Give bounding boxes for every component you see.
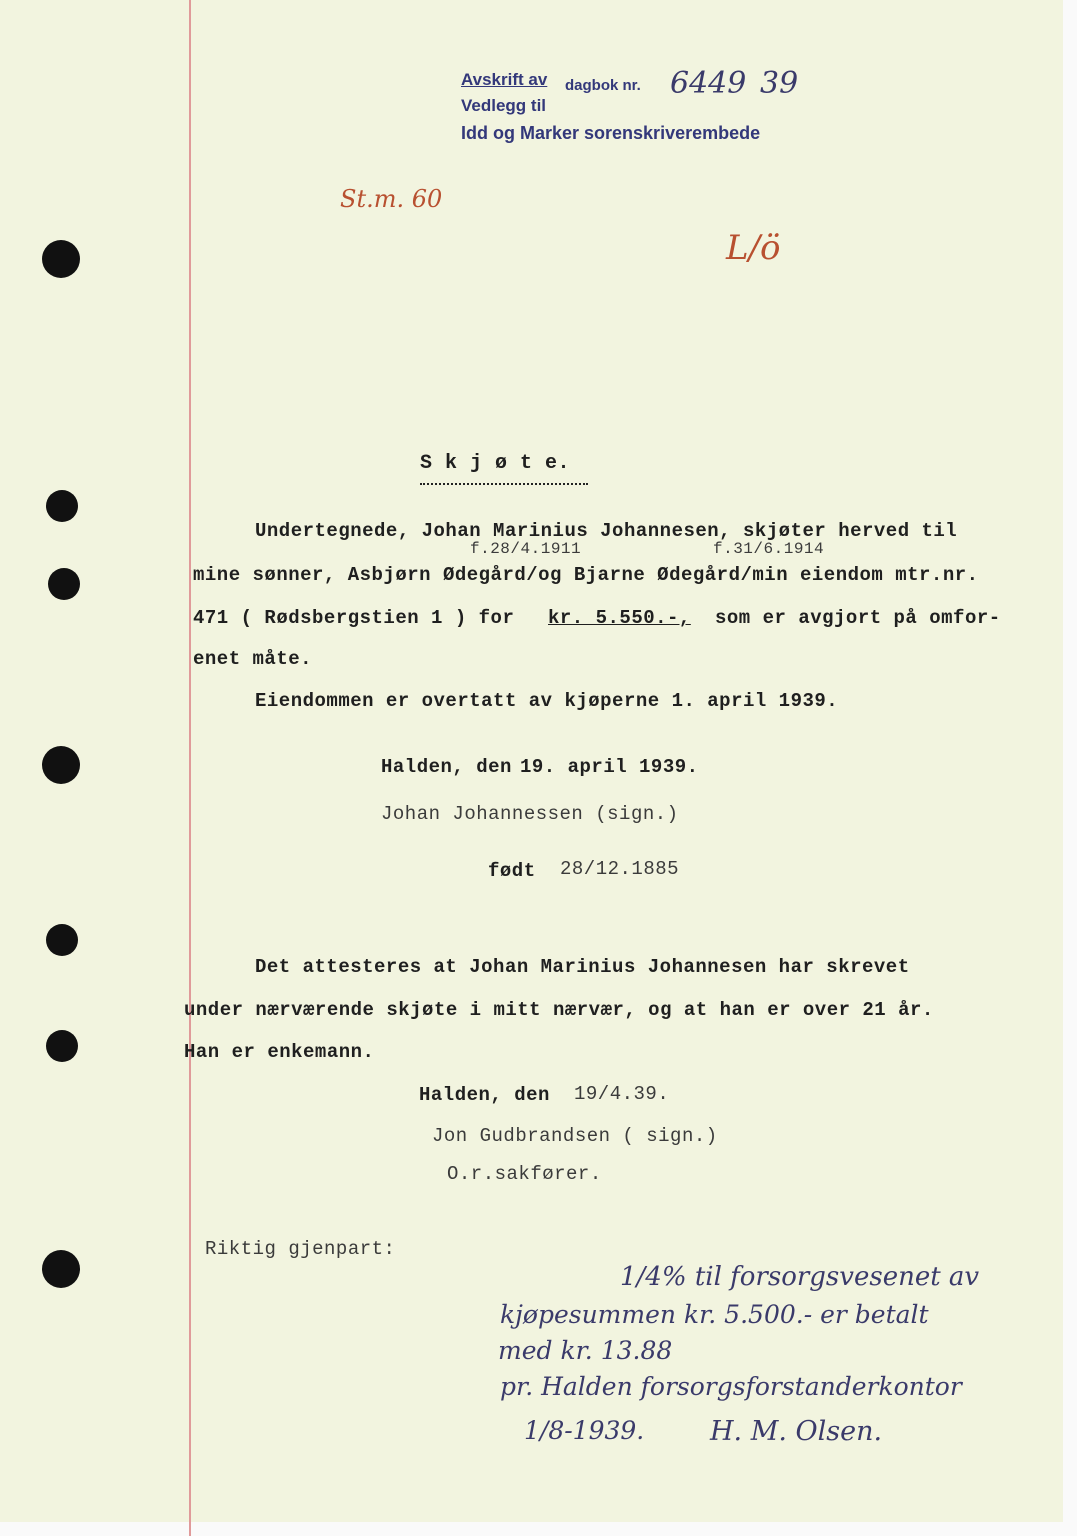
place-date-2b: 19/4.39. bbox=[574, 1083, 670, 1105]
punch-hole-2 bbox=[46, 490, 78, 522]
stamp-number: 6449 bbox=[670, 66, 747, 101]
place-date-2a: Halden, den bbox=[419, 1084, 550, 1106]
body-line-1: Undertegnede, Johan Marinius Johannesen, skjøter herved til bbox=[255, 520, 958, 542]
handwritten-signature: H. M. Olsen. bbox=[710, 1416, 883, 1447]
margin-line bbox=[189, 0, 191, 1536]
birth-date-1: f.28/4.1911 bbox=[470, 540, 582, 558]
punch-hole-1 bbox=[42, 240, 80, 278]
attestation-line-2: under nærværende skjøte i mitt nærvær, og at han er over 21 år. bbox=[184, 999, 934, 1021]
punch-hole-5 bbox=[46, 924, 78, 956]
born-label: født bbox=[488, 860, 536, 882]
title-underline bbox=[420, 483, 588, 487]
body-line-4: enet måte. bbox=[193, 648, 313, 670]
document-title: S k j ø t e. bbox=[420, 452, 571, 475]
punch-hole-4 bbox=[42, 746, 80, 784]
born-date: 28/12.1885 bbox=[560, 858, 680, 880]
stamp-line2: Vedlegg til bbox=[461, 96, 547, 115]
purchase-amount: kr. 5.550.-, bbox=[548, 607, 691, 629]
signature-2-title: O.r.sakfører. bbox=[447, 1163, 602, 1185]
handwritten-line-1: 1/4% til forsorgsvesenet av bbox=[620, 1262, 980, 1292]
stamp-line1a: Avskrift av bbox=[461, 70, 548, 89]
signature-2: Jon Gudbrandsen ( sign.) bbox=[432, 1125, 718, 1147]
stamp-line3: Idd og Marker sorenskriverembede bbox=[461, 123, 761, 143]
body-line-3a: 471 ( Rødsbergstien 1 ) for bbox=[193, 607, 515, 629]
attestation-line-3: Han er enkemann. bbox=[184, 1041, 375, 1063]
stamp-line1b: dagbok nr. bbox=[565, 77, 641, 94]
handwritten-line-3: med kr. 13.88 bbox=[498, 1336, 673, 1365]
copy-note: Riktig gjenpart: bbox=[205, 1238, 396, 1260]
annotation-top-left: St.m. 60 bbox=[340, 185, 443, 213]
punch-hole-3 bbox=[48, 568, 80, 600]
birth-date-2: f.31/6.1914 bbox=[713, 540, 825, 558]
annotation-top-right: L/ö bbox=[726, 228, 781, 268]
handwritten-line-2: kjøpesummen kr. 5.500.- er betalt bbox=[500, 1300, 929, 1329]
handwritten-line-4: pr. Halden forsorgsforstanderkontor bbox=[500, 1372, 962, 1401]
body-line-2: mine sønner, Asbjørn Ødegård/og Bjarne Ødegård/min eiendom mtr.nr. bbox=[193, 564, 979, 586]
place-date-1a: Halden, den bbox=[381, 756, 512, 778]
signature-1: Johan Johannessen (sign.) bbox=[381, 803, 679, 825]
stamp-year: 39 bbox=[760, 66, 799, 101]
body-line-3b: som er avgjort på omfor- bbox=[715, 607, 1001, 629]
punch-hole-7 bbox=[42, 1250, 80, 1288]
page-edge-bottom bbox=[0, 1522, 1077, 1536]
place-date-1b: 19. april 1939. bbox=[520, 756, 699, 778]
body-line-5: Eiendommen er overtatt av kjøperne 1. april 1939. bbox=[255, 690, 839, 712]
handwritten-line-5a: 1/8-1939. bbox=[524, 1416, 645, 1445]
attestation-line-1: Det attesteres at Johan Marinius Johannesen har skrevet bbox=[255, 956, 910, 978]
page-edge-right bbox=[1063, 0, 1077, 1536]
punch-hole-6 bbox=[46, 1030, 78, 1062]
